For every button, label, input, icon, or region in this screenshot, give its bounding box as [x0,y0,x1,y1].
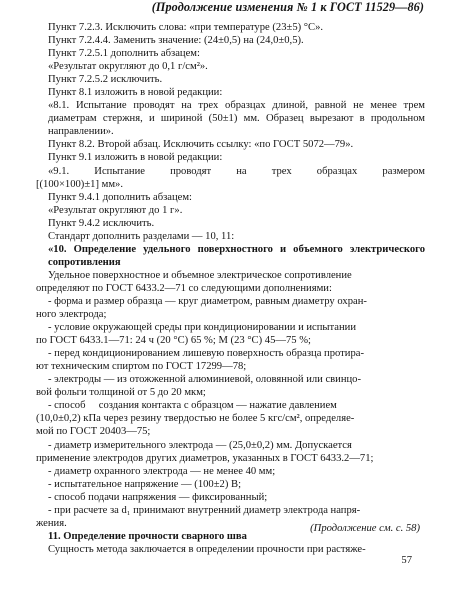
text-line: ного электрода; [36,309,107,321]
text-line: вой фольги толщиной от 5 до 20 мкм; [36,387,206,399]
text-line: - условие окружающей среды при кондиционировании и испытании [48,322,357,334]
text-line: Пункт 8.2. Второй абзац. Исключить ссылку: «по ГОСТ 5072—79». [48,139,354,151]
text-line: [(100×100)±1] мм». [36,178,123,190]
word: Испытание [94,165,145,177]
word: размером [382,165,425,177]
word: «9.1. [48,165,70,177]
text-line: жения. [36,517,67,529]
page-number: 57 [401,555,412,566]
text-line: - диаметр охранного электрода — не менее 40 мм; [48,465,276,477]
text-line: - диаметр измерительного электрода — (25,0±0,2) мм. Допускается [48,439,352,451]
text-line: - способ подачи напряжения — фиксированный; [48,491,268,503]
text-line: - испытательное напряжение — (100±2) В; [48,478,242,490]
text-line: Пункт 7.2.5.1 дополнить абзацем: [48,48,200,60]
text-line: - способ создания контакта с образцом — нажатие давлением [48,400,337,412]
text-line: (10,0±0,2) кПа через резину твердостью не более 5 кгс/см², определяе- [36,413,355,425]
spread-line-9-1 [36,165,425,178]
text-line: - электроды — из отожженной алюминиевой, оловянной или свинцо- [48,374,362,386]
text-line: Пункт 7.2.4.4. Заменить значение: (24±0,5) на (24,0±0,5). [48,35,304,47]
word: на [236,165,247,177]
text-line: мой по ГОСТ 20403—75; [36,426,151,438]
text-line: Пункт 9.4.1 дополнить абзацем: [48,191,192,203]
text-line: - перед кондиционированием лишевую поверхность образца протира- [48,348,365,360]
text-line: Пункт 7.2.5.2 исключить. [48,74,163,86]
text-line: Пункт 9.1 изложить в новой редакции: [48,152,223,164]
text-line: по ГОСТ 6433.1—71: 24 ч (20 °С) 65 %; М (23 °С) 45—75 %; [36,335,311,347]
text-line: Пункт 8.1 изложить в новой редакции: [48,87,223,99]
running-header: (Продолжение изменения № 1 к ГОСТ 11529—86) [151,0,424,14]
text-line: Сущность метода заключается в определении прочности при растяже- [48,543,366,555]
section-heading-11: 11. Определение прочности сварного шва [48,530,247,542]
text-line: - форма и размер образца — круг диаметром, равным диаметру охран- [48,295,367,307]
continuation-note: (Продолжение см. с. 58) [310,523,420,534]
text-line: Пункт 7.2.3. Исключить слова: «при температуре (23±5) °С». [48,22,324,33]
text-line: применение электродов других диаметров, указанных в ГОСТ 6433.2—71; [36,452,374,464]
section-heading-10: «10. Определение удельного поверхностного и объемного электрического сопротивления [48,243,425,268]
text-line: - при расчете за d₁ принимают внутренний диаметр электрода напря- [48,504,361,516]
text-line: Стандарт дополнить разделами — 10, 11: [48,230,235,242]
text-line: определяют по ГОСТ 6433.2—71 со следующими дополнениями: [36,282,332,294]
text-line: «Результат округляют до 1 г». [48,204,183,216]
text-line: «Результат округляют до 0,1 г/см²». [48,61,208,73]
word: проводят [170,165,212,177]
word: трех [271,165,292,177]
text-line: Пункт 9.4.2 исключить. [48,217,155,229]
word: образцах [316,165,358,177]
body-text [36,21,425,556]
text-line: ют техническим спиртом по ГОСТ 17299—78; [36,361,247,373]
text-paragraph: «8.1. Испытание проводят на трех образцах длиной, равной не менее трем диаметрам стержня, и шириной (50±1) мм. Образец вырезают в продольном направлении». [48,100,425,138]
text-line: Удельное поверхностное и объемное электрическое сопротивление [48,269,352,281]
